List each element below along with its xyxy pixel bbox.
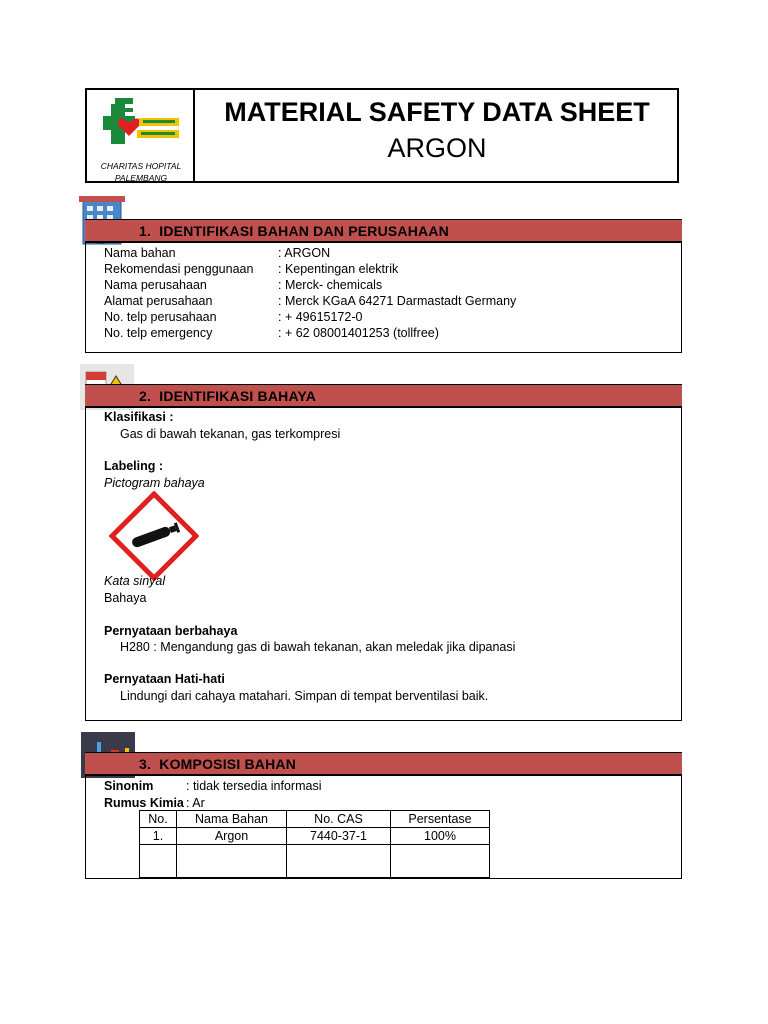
table-row-empty xyxy=(140,845,490,878)
gas-cylinder-pictogram-icon xyxy=(109,491,199,586)
identification-value: : Kepentingan elektrik xyxy=(278,262,399,276)
section-2-header xyxy=(85,384,682,408)
table-header: No. CAS xyxy=(287,811,391,828)
table-cell: 1. xyxy=(140,828,177,845)
table-cell xyxy=(140,845,177,878)
pernyataan-berbahaya-label: Pernyataan berbahaya xyxy=(104,624,238,638)
section-1-header xyxy=(85,219,682,243)
identification-value: : + 62 08001401253 (tollfree) xyxy=(278,326,439,340)
identification-value: : Merck- chemicals xyxy=(278,278,383,292)
table-header: Nama Bahan xyxy=(177,811,287,828)
identification-label: No. telp perusahaan xyxy=(104,310,217,324)
identification-label: Alamat perusahaan xyxy=(104,294,213,308)
pernyataan-hati-hati-value: Lindungi dari cahaya matahari. Simpan di tempat berventilasi baik. xyxy=(120,689,489,703)
labeling-label: Labeling : xyxy=(104,459,164,473)
identification-label: Nama bahan xyxy=(104,246,176,260)
document-subtitle: ARGON xyxy=(387,133,487,163)
table-cell: Argon xyxy=(177,828,287,845)
table-cell xyxy=(391,845,490,878)
composition-table xyxy=(139,810,490,878)
klasifikasi-value: Gas di bawah tekanan, gas terkompresi xyxy=(120,427,341,441)
pernyataan-berbahaya-value: H280 : Mengandung gas di bawah tekanan, akan meledak jika dipanasi xyxy=(120,640,516,654)
document-title: MATERIAL SAFETY DATA SHEET xyxy=(224,97,650,127)
section-2-number: 2. xyxy=(139,388,152,404)
identification-value: : ARGON xyxy=(278,246,331,260)
table-cell xyxy=(287,845,391,878)
table-header: Persentase xyxy=(391,811,490,828)
pictogram-label: Pictogram bahaya xyxy=(104,476,205,490)
section-1-title: IDENTIFIKASI BAHAN DAN PERUSAHAAN xyxy=(159,223,449,239)
identification-label: Rekomendasi penggunaan xyxy=(104,262,254,276)
table-cell: 7440-37-1 xyxy=(287,828,391,845)
sinonim-value: : tidak tersedia informasi xyxy=(186,779,322,793)
logo-box xyxy=(87,90,195,181)
section-3-header xyxy=(85,752,682,776)
table-header-row xyxy=(140,811,490,828)
section-3-number: 3. xyxy=(139,756,152,772)
table-cell: 100% xyxy=(391,828,490,845)
section-1-number: 1. xyxy=(139,223,152,239)
sinonim-label: Sinonim xyxy=(104,779,154,793)
section-2-title: IDENTIFIKASI BAHAYA xyxy=(159,388,317,404)
kata-sinyal-label: Kata sinyal xyxy=(104,574,166,588)
identification-label: No. telp emergency xyxy=(104,326,213,340)
rumus-kimia-label: Rumus Kimia xyxy=(104,796,184,810)
section-3-title: KOMPOSISI BAHAN xyxy=(159,756,297,772)
pernyataan-hati-hati-label: Pernyataan Hati-hati xyxy=(104,672,225,686)
identification-value: : Merck KGaA 64271 Darmastadt Germany xyxy=(278,294,517,308)
identification-label: Nama perusahaan xyxy=(104,278,207,292)
identification-value: : + 49615172-0 xyxy=(278,310,363,324)
hospital-logo xyxy=(101,96,183,152)
table-header: No. xyxy=(140,811,177,828)
table-row xyxy=(140,828,490,845)
table-cell xyxy=(177,845,287,878)
logo-caption: CHARITAS HOPITAL PALEMBANG xyxy=(100,161,182,183)
kata-sinyal-value: Bahaya xyxy=(104,591,147,605)
klasifikasi-label: Klasifikasi : xyxy=(104,410,174,424)
document-header xyxy=(85,88,679,183)
rumus-kimia-value: : Ar xyxy=(186,796,205,810)
